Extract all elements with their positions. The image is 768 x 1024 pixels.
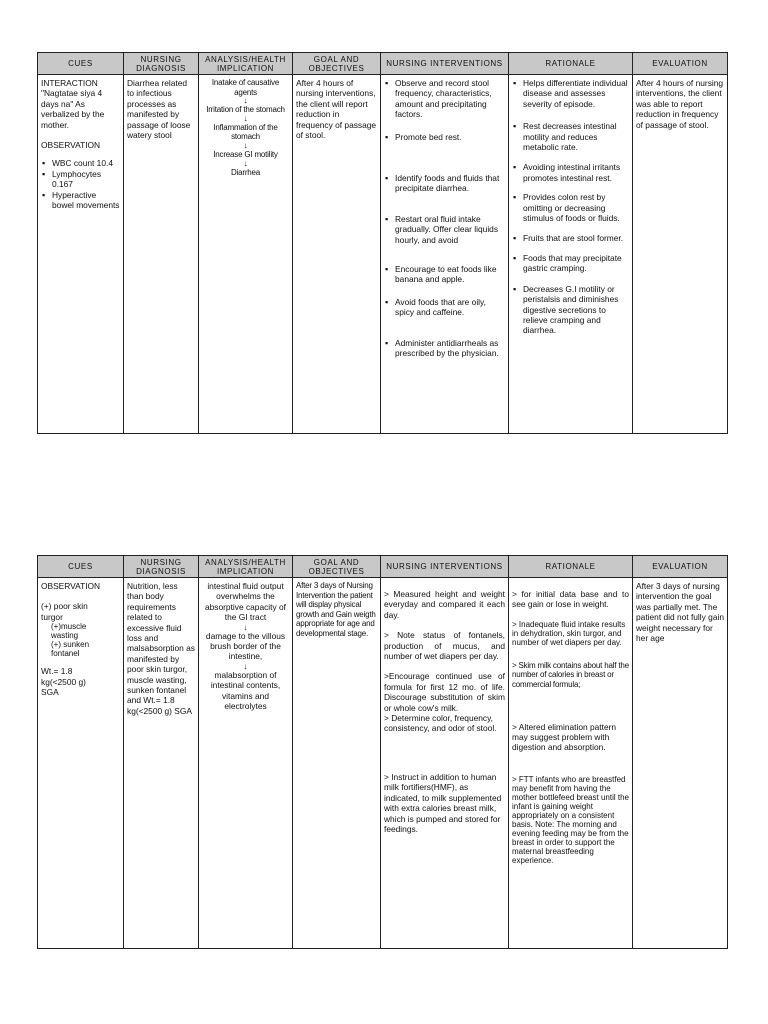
analysis-cell bbox=[199, 578, 293, 949]
header-interventions: NURSING INTERVENTIONS bbox=[381, 556, 509, 578]
header-analysis: ANALYSIS/HEALTH IMPLICATION bbox=[199, 556, 293, 578]
list-item: ▪ Promote bed rest. bbox=[384, 132, 505, 142]
care-plan-table-nutrition bbox=[37, 555, 728, 949]
evaluation-text: After 3 days of nursing intervention the goal was partially met. The patient did not fully gain weight necessary for her age bbox=[636, 581, 724, 644]
list-item: ▪ Lymphocytes 0.167 bbox=[41, 169, 120, 190]
header-row bbox=[38, 53, 728, 75]
header-analysis: ANALYSIS/HEALTH IMPLICATION bbox=[199, 53, 293, 75]
analysis-step: intestinal fluid output overwhelms the absorptive capacity of the GI tract bbox=[204, 581, 286, 623]
down-arrow-icon: ↓ bbox=[243, 96, 248, 106]
intervention-item: > Determine color, frequency, consistency, and odor of stool. bbox=[384, 713, 497, 734]
analysis-step: Inflammation of the stomach bbox=[213, 122, 278, 142]
header-evaluation: EVALUATION bbox=[633, 53, 728, 75]
diagnosis-text: Diarrhea related to infectious processes as manifested by passage of loose watery stool bbox=[127, 78, 191, 141]
header-nursing-diagnosis: NURSING DIAGNOSIS bbox=[124, 556, 199, 578]
table-row bbox=[38, 578, 728, 949]
goal-text: After 4 hours of nursing interventions, the client will report reduction in frequency of passage of stool. bbox=[296, 78, 377, 141]
cues-cell bbox=[38, 75, 124, 434]
down-arrow-icon: ↓ bbox=[243, 140, 248, 150]
header-evaluation: EVALUATION bbox=[633, 556, 728, 578]
interventions-cell bbox=[381, 578, 509, 949]
goal-cell bbox=[293, 578, 381, 949]
diagnosis-cell bbox=[124, 75, 199, 434]
list-item: ▪ Fruits that are stool former. bbox=[512, 233, 629, 243]
intervention-list bbox=[384, 78, 505, 359]
list-item: ▪ Identify foods and fluids that precipitate diarrhea. bbox=[384, 173, 505, 194]
intervention-item: > Instruct in addition to human milk fortifiers(HMF), as indicated, to milk supplemented with extra calories breast milk, which is pumped and stored for feedings. bbox=[384, 771, 502, 834]
rationale-cell bbox=[509, 578, 633, 949]
down-arrow-icon: ↓ bbox=[243, 660, 248, 671]
list-item: ▪ Avoiding intestinal irritants promotes intestinal rest. bbox=[512, 162, 629, 183]
intervention-item: >Encourage continued use of formula for first 12 mo. of life. Discourage substitution of skim or whole cow's milk. bbox=[384, 671, 505, 713]
rationale-item: > Altered elimination pattern may suggest problem with digestion and absorption. bbox=[512, 721, 617, 753]
cue-list bbox=[41, 158, 120, 210]
list-item: ▪ Rest decreases intestinal motility and reduces metabolic rate. bbox=[512, 121, 629, 152]
interventions-cell bbox=[381, 75, 509, 434]
evaluation-text: After 4 hours of nursing interventions, the client was able to report reduction in frequency of passage of stool. bbox=[636, 78, 724, 130]
header-nursing-diagnosis: NURSING DIAGNOSIS bbox=[124, 53, 199, 75]
evaluation-cell bbox=[633, 578, 728, 949]
list-item: ▪ Hyperactive bowel movements bbox=[41, 190, 120, 211]
header-rationale: RATIONALE bbox=[509, 556, 633, 578]
sunken-fontanel: (+) sunken fontanel bbox=[51, 640, 90, 659]
cues-cell bbox=[38, 578, 124, 949]
list-item: ▪ Decreases G.I motility or peristalsis and diminishes digestive secretions to relieve cramping and diarrhea. bbox=[512, 284, 629, 336]
analysis-step: Irritation of the stomach bbox=[206, 105, 285, 115]
poor-skin-turgor: (+) poor skin turgor bbox=[41, 601, 88, 622]
analysis-step: malabsorption of intestinal contents, vitamins and electrolytes bbox=[210, 669, 281, 712]
rationale-list bbox=[512, 78, 629, 336]
header-cues: CUES bbox=[38, 53, 124, 75]
list-item: ▪ Avoid foods that are oily, spicy and caffeine. bbox=[384, 297, 505, 318]
goal-cell bbox=[293, 75, 381, 434]
list-item: ▪ Foods that may precipitate gastric cramping. bbox=[512, 253, 629, 274]
list-item: ▪ Provides colon rest by omitting or decreasing stimulus of foods or fluids. bbox=[512, 192, 629, 223]
list-item: ▪ Encourage to eat foods like banana and apple. bbox=[384, 264, 505, 285]
table-row bbox=[38, 75, 728, 434]
rationale-item: > FTT infants who are breastfed may benefit from having the mother bottlefeed breast until the infant is gaining weight appropriately on a consistent basis. Note: The morning and evening feeding may be from the breast in order to support the maternal breastfeeding experience. bbox=[512, 774, 629, 865]
rationale-item: > for initial data base and to see gain or lose in weight. bbox=[512, 589, 629, 610]
analysis-cell bbox=[199, 75, 293, 434]
evaluation-cell bbox=[633, 75, 728, 434]
observation-label: OBSERVATION bbox=[41, 581, 101, 591]
list-item: ▪ Administer antidiarrheals as prescribed by the physician. bbox=[384, 338, 505, 359]
header-goal: GOAL AND OBJECTIVES bbox=[293, 53, 381, 75]
header-cues: CUES bbox=[38, 556, 124, 578]
header-interventions: NURSING INTERVENTIONS bbox=[381, 53, 509, 75]
rationale-item: > Skim milk contains about half the number of calories in breast or commercial formula; bbox=[512, 660, 629, 689]
header-rationale: RATIONALE bbox=[509, 53, 633, 75]
list-item: ▪ Observe and record stool frequency, characteristics, amount and precipitating factors. bbox=[384, 78, 505, 120]
rationale-item: > Inadequate fluid intake results in dehydration, skin turgor, and number of wet diapers per day. bbox=[512, 619, 626, 647]
down-arrow-icon: ↓ bbox=[243, 621, 248, 632]
analysis-step: Increase GI motility bbox=[213, 149, 278, 159]
analysis-step: Diarrhea bbox=[230, 167, 261, 177]
diagnosis-text: Nutrition, less than body requirements related to excessive fluid loss and malsabsorption as manifested by poor skin turgor, muscle wasting, sunken fontanel and Wt.= 1.8 kg(<2500 g) SGA bbox=[127, 581, 195, 716]
list-item: ▪ Restart oral fluid intake gradually. Offer clear liquids hourly, and avoid bbox=[384, 214, 505, 245]
interaction-text: INTERACTION "Nagtatae siya 4 days na" As verbalized by the mother. bbox=[41, 78, 105, 130]
header-row bbox=[38, 556, 728, 578]
care-plan-table-diarrhea bbox=[37, 52, 728, 434]
down-arrow-icon: ↓ bbox=[243, 113, 248, 123]
weight-text: Wt.= 1.8 kg(<2500 g) SGA bbox=[41, 666, 86, 698]
intervention-item: > Measured height and weight everyday and compared it each day. bbox=[384, 589, 505, 620]
list-item: ▪ Helps differentiate individual disease and assesses severity of episode. bbox=[512, 78, 629, 109]
intervention-item: > Note status of fontanels, production of mucus, and number of wet diapers per day. bbox=[384, 630, 505, 662]
rationale-cell bbox=[509, 75, 633, 434]
down-arrow-icon: ↓ bbox=[243, 158, 248, 168]
analysis-step: Inatake of causative agents bbox=[211, 78, 280, 97]
muscle-wasting: (+)muscle wasting bbox=[51, 622, 87, 641]
list-item: ▪ WBC count 10.4 bbox=[41, 158, 120, 168]
analysis-step: damage to the villous brush border of the intestine, bbox=[205, 630, 286, 662]
diagnosis-cell bbox=[124, 578, 199, 949]
goal-text: After 3 days of Nursing Intervention the patient will display physical growth and Gain weigth appropriate for age and developmental stage. bbox=[296, 581, 376, 638]
observation-label: OBSERVATION bbox=[41, 140, 101, 151]
header-goal: GOAL AND OBJECTIVES bbox=[293, 556, 381, 578]
